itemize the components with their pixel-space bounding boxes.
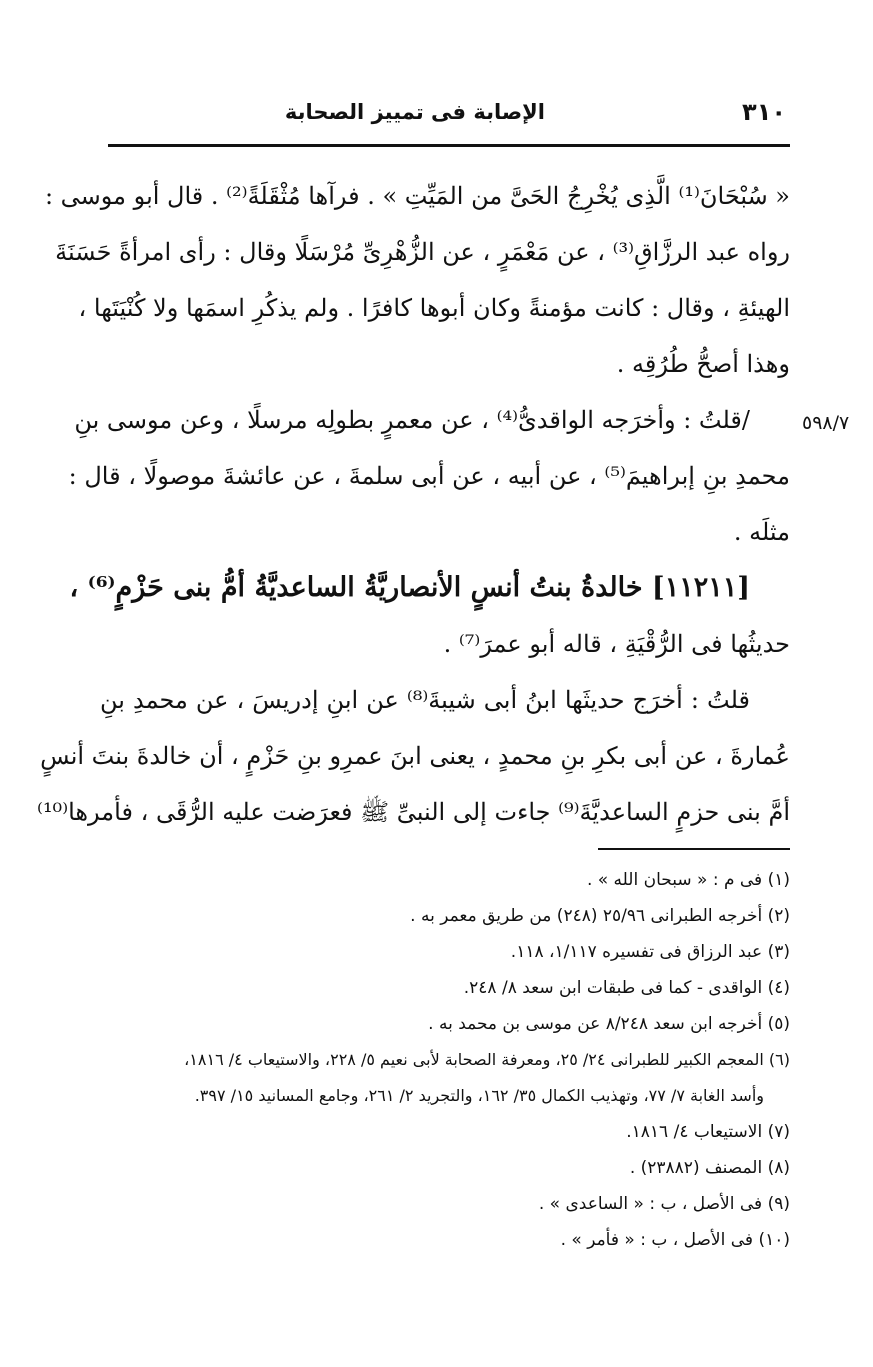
- footnote: (١) فى م : « سبحان الله » .: [586, 870, 790, 890]
- text-line: عُمارةَ ، عن أبى بكرِ بنِ محمدٍ ، يعنى ابنَ عمرِو بنِ حَزْمٍ ، أن خالدةَ بنتَ أنسٍ: [40, 742, 790, 770]
- footnote: (٧) الاستيعاب ٤/ ١٨١٦.: [626, 1122, 790, 1142]
- text-line: محمدِ بنِ إبراهيمَ⁽⁵⁾ ، عن أبيه ، عن أبى سلمةَ ، عن عائشةَ موصولًا ، قال :: [68, 462, 790, 490]
- page-number: ٣١٠: [742, 98, 786, 126]
- running-title: الإصابة فى تمييز الصحابة: [284, 100, 545, 124]
- footnote-continuation: وأسد الغابة ٧/ ٧٧، وتهذيب الكمال ٣٥/ ١٦٢، والتجريد ٢/ ٢٦١، وجامع المسانيد ١٥/ ٣٩٧.: [194, 1086, 764, 1105]
- page-header: [108, 96, 790, 136]
- footnotes: [96, 862, 790, 1258]
- text-line: قلتُ : أخرَج حديثَها ابنُ أبى شيبةَ⁽⁸⁾ عن ابنِ إدريسَ ، عن محمدِ بنِ: [100, 686, 750, 714]
- footnote: (١٠) فى الأصل ، ب : « فأمر » .: [560, 1230, 790, 1250]
- footnote: (٣) عبد الرزاق فى تفسيره ١/١١٧، ١١٨.: [510, 942, 790, 962]
- text-line: وهذا أصحُّ طُرُقِه .: [616, 350, 790, 378]
- footnote: (٤) الواقدى - كما فى طبقات ابن سعد ٨/ ٢٤٨.: [463, 978, 790, 998]
- text-line: رواه عبد الرزَّاقِ⁽³⁾ ، عن مَعْمَرٍ ، عن الزُّهْرِىِّ مُرْسَلًا وقال : رأى امرأةً حَسَنَةَ: [55, 238, 790, 266]
- footnote: (٦) المعجم الكبير للطبرانى ٢٤/ ٢٥، ومعرفة الصحابة لأبى نعيم ٥/ ٢٢٨، والاستيعاب ٤/ ١٨١٦،: [184, 1050, 790, 1069]
- header-rule: [108, 144, 790, 147]
- text-line: الهيئةِ ، وقال : كانت مؤمنةً وكان أبوها كافرًا . ولم يذكُرِ اسمَها ولا كُنْيَتَها ،: [78, 294, 790, 322]
- footnote: (٨) المصنف (٢٣٨٨٢) .: [629, 1158, 790, 1178]
- text-line: /قلتُ : وأخرَجه الواقدىُّ⁽⁴⁾ ، عن معمرٍ بطولِه مرسلًا ، وعن موسى بنِ: [74, 406, 750, 434]
- main-text: [37, 168, 790, 840]
- text-line: مثلَه .: [733, 518, 790, 546]
- text-line: « سُبْحَانَ⁽¹⁾ الَّذِى يُخْرِجُ الحَىَّ من المَيِّتِ » . فرآها مُثْقَلَةً⁽²⁾ . قال أبو موسى :: [44, 182, 790, 210]
- footnote: (٩) فى الأصل ، ب : « الساعدى » .: [538, 1194, 790, 1214]
- margin-reference: ٥٩٨/٧: [802, 412, 850, 434]
- footnote-rule: [598, 848, 790, 850]
- text-line: حديثُها فى الرُّقْيَةِ ، قاله أبو عمرَ⁽⁷⁾ .: [443, 630, 790, 658]
- footnote: (٥) أخرجه ابن سعد ٨/٢٤٨ عن موسى بن محمد به .: [428, 1014, 790, 1034]
- text-line: أمَّ بنى حزمٍ الساعديَّةَ⁽⁹⁾ جاءت إلى النبىِّ ﷺ فعرَضت عليه الرُّقَى ، فأمرها⁽¹⁰⁾: [37, 798, 790, 826]
- footnote: (٢) أخرجه الطبرانى ٢٥/٩٦ (٢٤٨) من طريق معمر به .: [410, 906, 790, 926]
- entry-heading: [١١٢١١] خالدةُ بنتُ أنسٍ الأنصاريَّةُ الساعديَّةُ أمُّ بنى حَزْمٍ⁽⁶⁾ ،: [69, 572, 750, 603]
